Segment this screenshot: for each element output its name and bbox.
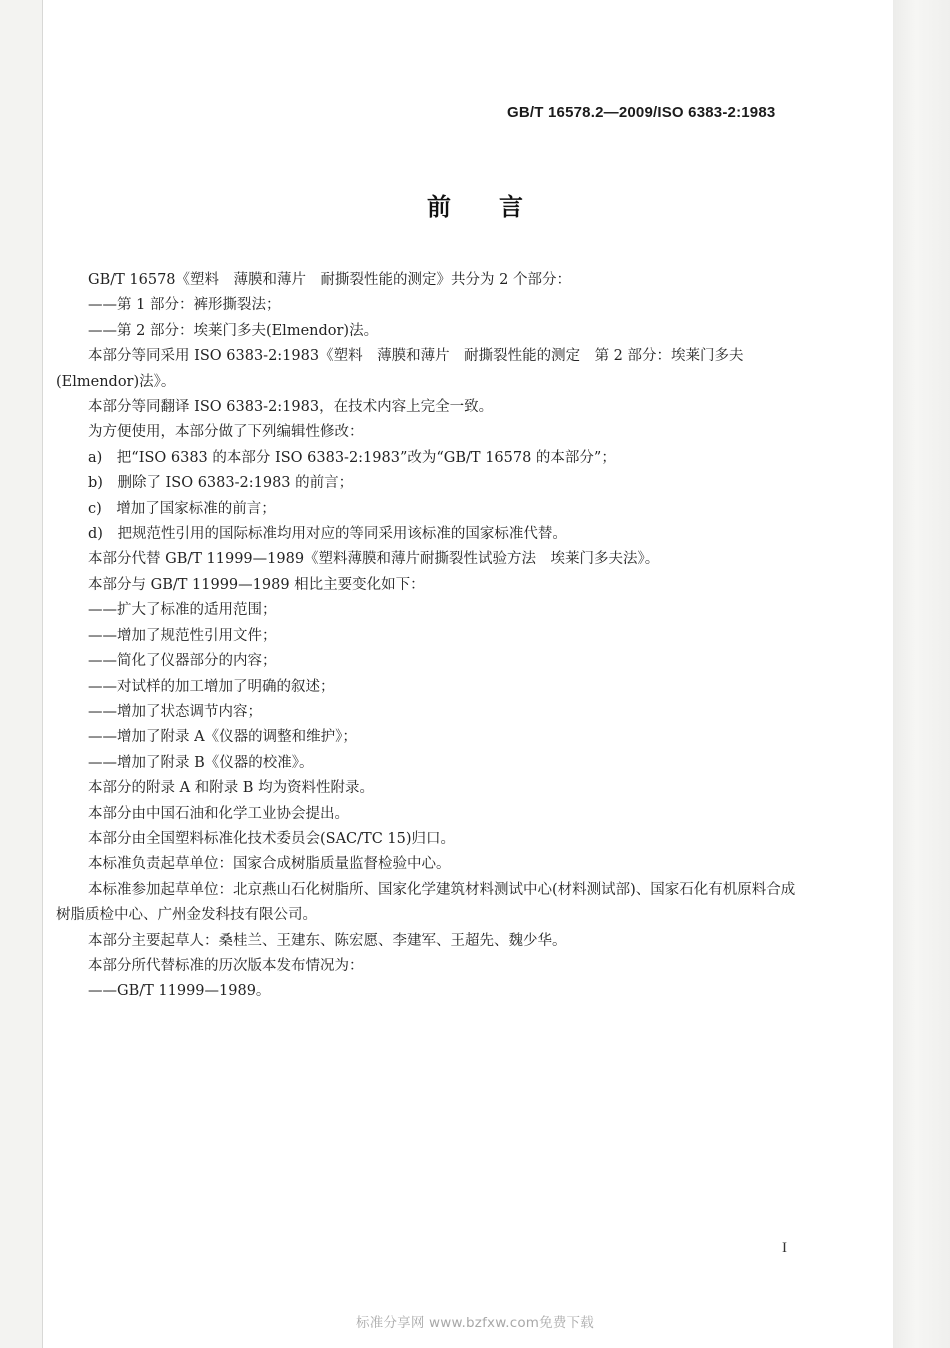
standard-code-header: GB/T 16578.2—2009/ISO 6383-2:1983 [507,104,776,121]
list-item: b) 删除了 ISO 6383-2:1983 的前言； [88,475,354,492]
paragraph: 为方便使用，本部分做了下列编辑性修改： [88,424,364,441]
list-item: a) 把“ISO 6383 的本部分 ISO 6383-2:1983”改为“GB/T 16578 的本部分”； [88,449,616,466]
paragraph: 本部分等同采用 ISO 6383-2:1983《塑料 薄膜和薄片 耐撕裂性能的测定 第 2 部分：埃莱门多夫(Elmendor)法》。 [56,348,744,390]
list-item: ——增加了规范性引用文件； [88,627,277,644]
foreword-body [56,268,801,1005]
paragraph: 本部分主要起草人：桑桂兰、王建东、陈宏愿、李建军、王超先、魏少华。 [88,932,567,949]
paragraph: 本部分由中国石油和化学工业协会提出。 [88,805,349,822]
page-number: I [782,1240,787,1256]
paragraph: 本部分的附录 A 和附录 B 均为资料性附录。 [88,780,375,797]
list-item: c) 增加了国家标准的前言； [88,500,276,517]
paragraph: 本部分等同翻译 ISO 6383-2:1983，在技术内容上完全一致。 [88,399,494,416]
title-char-2: 言 [499,193,523,221]
list-item: ——增加了附录 A《仪器的调整和维护》； [88,729,357,746]
paragraph: 本部分由全国塑料标准化技术委员会(SAC/TC 15)归口。 [88,830,456,847]
title-char-1: 前 [427,193,451,221]
paragraph: 本部分所代替标准的历次版本发布情况为： [88,957,364,974]
list-item: ——增加了附录 B《仪器的校准》。 [88,754,314,771]
paragraph: 本标准参加起草单位：北京燕山石化树脂所、国家化学建筑材料测试中心(材料测试部)、国家石化有机原料合成树脂质检中心、广州金发科技有限公司。 [56,881,796,924]
paragraph: GB/T 16578《塑料 薄膜和薄片 耐撕裂性能的测定》共分为 2 个部分： [88,272,571,288]
paragraph: ——第 1 部分：裤形撕裂法； [88,297,281,314]
paragraph: ——第 2 部分：埃莱门多夫(Elmendor)法。 [88,322,379,339]
list-item: ——对试样的加工增加了明确的叙述； [88,678,335,695]
list-item: ——GB/T 11999—1989。 [88,983,271,1000]
list-item: ——扩大了标准的适用范围； [88,602,277,619]
list-item: ——简化了仪器部分的内容； [88,653,277,670]
list-item: ——增加了状态调节内容； [88,703,262,720]
watermark-link[interactable]: 标准分享网 www.bzfxw.com免费下载 [356,1315,594,1331]
list-item: d) 把规范性引用的国际标准均用对应的等同采用该标准的国家标准代替。 [88,526,567,543]
paragraph: 本部分代替 GB/T 11999—1989《塑料薄膜和薄片耐撕裂性试验方法 埃莱门多夫法》。 [88,551,660,568]
page-title [0,187,950,222]
paragraph: 本标准负责起草单位：国家合成树脂质量监督检验中心。 [88,856,451,873]
paragraph: 本部分与 GB/T 11999—1989 相比主要变化如下： [88,576,425,593]
